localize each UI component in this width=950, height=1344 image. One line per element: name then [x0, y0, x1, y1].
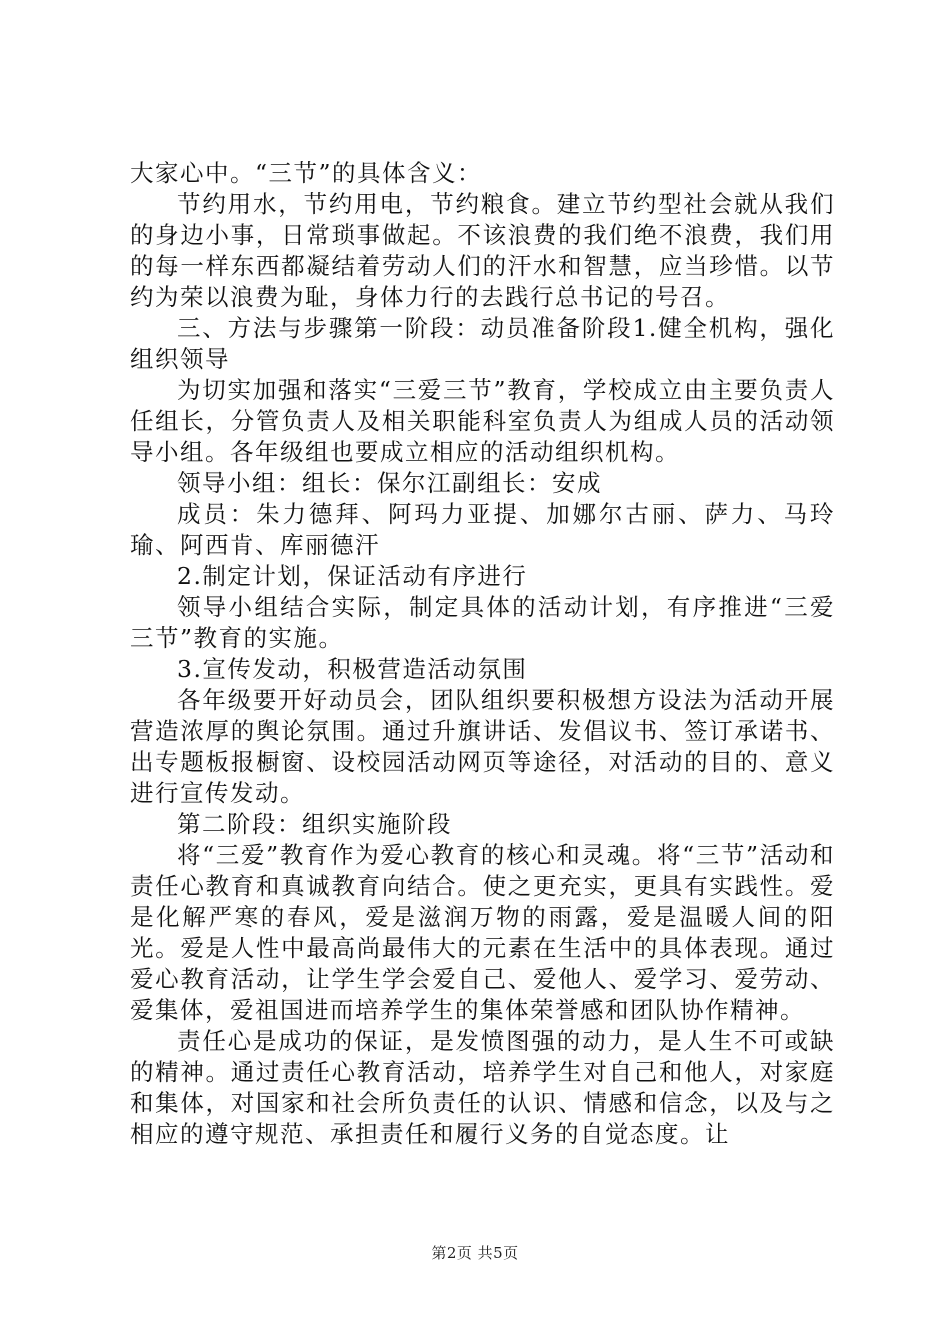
paragraph: 大家心中。“三节”的具体含义：	[130, 159, 483, 187]
paragraph: 各年级要开好动员会，团队组织要积极想方设法为活动开展营造浓厚的舆论氛围。通过升旗讲话、发倡议书、签订承诺书、出专题板报橱窗、设校园活动网页等途径，对活动的目的、意义进行宣传发动。	[130, 686, 835, 807]
page-number: 第2页 共5页	[431, 1244, 519, 1262]
paragraph: 为切实加强和落实“三爱三节”教育，学校成立由主要负责人任组长，分管负责人及相关职能科室负责人为组成人员的活动领导小组。各年级组也要成立相应的活动组织机构。	[130, 376, 835, 466]
paragraph: 责任心是成功的保证，是发愤图强的动力，是人生不可或缺的精神。通过责任心教育活动，培养学生对自己和他人，对家庭和集体，对国家和社会所负责任的认识、情感和信念，以及与之相应的遵守规范、承担责任和履行义务的自觉态度。让	[130, 1027, 835, 1148]
paragraph: 将“三爱”教育作为爱心教育的核心和灵魂。将“三节”活动和责任心教育和真诚教育向结合。使之更充实，更具有实践性。爱是化解严寒的春风，爱是滋润万物的雨露，爱是温暖人间的阳光。爱是人性中最高尚最伟大的元素在生活中的具体表现。通过爱心教育活动，让学生学会爱自己、爱他人、爱学习、爱劳动、爱集体，爱祖国进而培养学生的集体荣誉感和团队协作精神。	[130, 841, 835, 1024]
document-body	[130, 158, 835, 1150]
sub-heading: 第二阶段：组织实施阶段	[177, 810, 452, 838]
paragraph: 领导小组结合实际，制定具体的活动计划，有序推进“三爱三节”教育的实施。	[130, 593, 835, 652]
section-heading: 三、方法与步骤第一阶段：动员准备阶段1.健全机构，强化组织领导	[130, 314, 835, 373]
sub-heading: 3.宣传发动，积极营造活动氛围	[177, 655, 528, 683]
paragraph: 节约用水，节约用电，节约粮食。建立节约型社会就从我们的身边小事，日常琐事做起。不该浪费的我们绝不浪费，我们用的每一样东西都凝结着劳动人们的汗水和智慧，应当珍惜。以节约为荣以浪费为耻，身体力行的去践行总书记的号召。	[130, 190, 835, 311]
paragraph: 成员：朱力德拜、阿玛力亚提、加娜尔古丽、萨力、马玲瑜、阿西肯、库丽德汗	[130, 500, 835, 559]
sub-heading: 2.制定计划，保证活动有序进行	[177, 562, 528, 590]
paragraph: 领导小组：组长：保尔江副组长：安成	[177, 469, 602, 497]
